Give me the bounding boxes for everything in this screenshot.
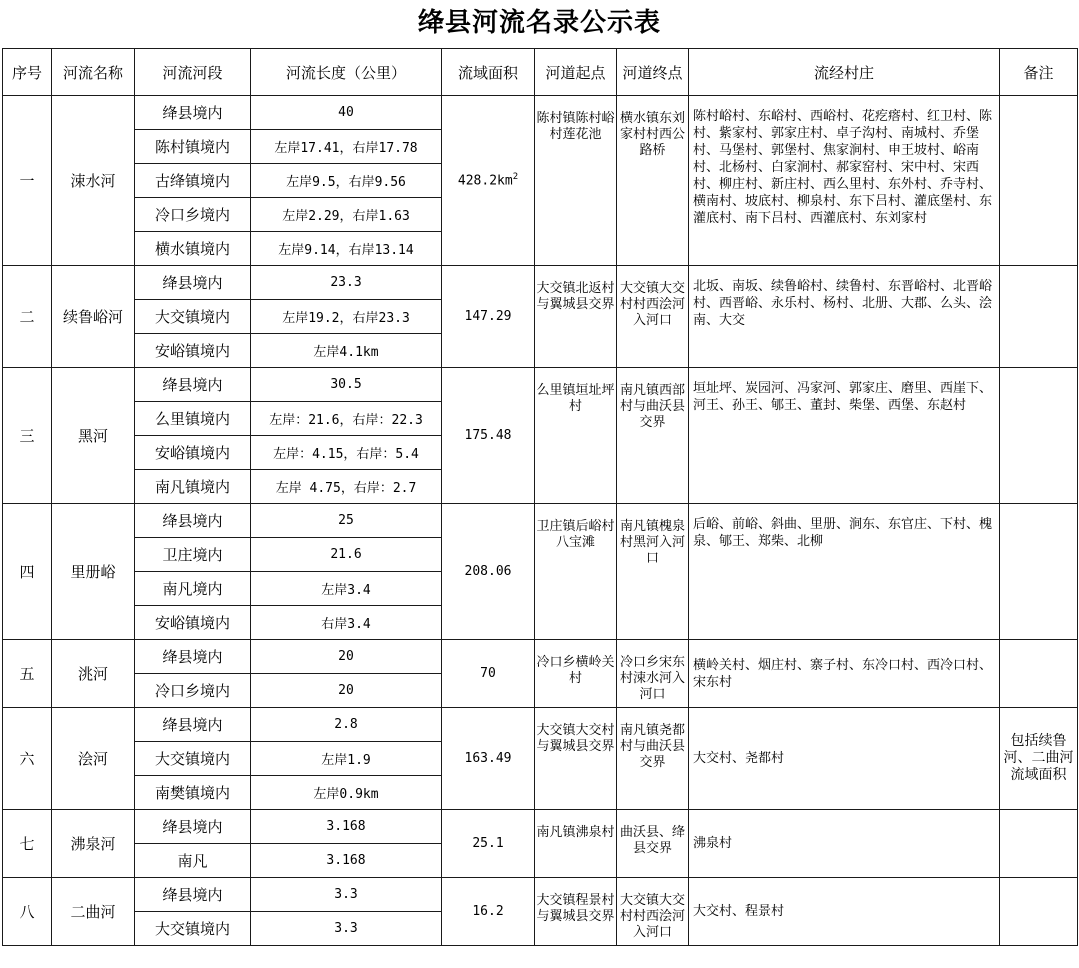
segment-name: 南凡镇境内 bbox=[135, 470, 251, 504]
header-cell-end: 河道终点 bbox=[617, 49, 689, 96]
channel-end: 横水镇东刘家村村西公路桥 bbox=[617, 96, 689, 266]
basin-area-value: 163.49 bbox=[464, 751, 512, 766]
segment-length: 3.168 bbox=[251, 844, 442, 878]
segment-length: 40 bbox=[251, 96, 442, 130]
segment-length: 3.168 bbox=[251, 810, 442, 844]
basin-area-value: 70 bbox=[480, 666, 496, 681]
villages: 陈村峪村、东峪村、西峪村、花疙瘩村、红卫村、陈村、紫家村、郭家庄村、卓子沟村、南城村、乔堡村、马堡村、郭堡村、焦家涧村、申王坡村、峪南村、北杨村、白家涧村、郝家窑村、宋中村、宋西村、柳庄村、新庄村、西么里村、东外村、乔寺村、横南村、坡底村、柳泉村、东下吕村、灌底堡村、东灌底村、南下吕村、西灌底村、东刘家村 bbox=[689, 96, 1000, 266]
basin-area bbox=[442, 96, 535, 266]
note bbox=[1000, 368, 1078, 504]
table-row bbox=[3, 878, 1078, 912]
header-cell-river-name: 河流名称 bbox=[52, 49, 135, 96]
note: 包括续鲁河、二曲河流域面积 bbox=[1000, 708, 1078, 810]
segment-name: 绛县境内 bbox=[135, 504, 251, 538]
basin-area-value: 147.29 bbox=[464, 309, 512, 324]
segment-length: 2.8 bbox=[251, 708, 442, 742]
segment-name: 陈村镇境内 bbox=[135, 130, 251, 164]
header-cell-length: 河流长度（公里） bbox=[251, 49, 442, 96]
note bbox=[1000, 504, 1078, 640]
segment-name: 绛县境内 bbox=[135, 640, 251, 674]
segment-length: 3.3 bbox=[251, 912, 442, 946]
page-title: 绛县河流名录公示表 bbox=[417, 8, 661, 38]
segment-name: 南凡 bbox=[135, 844, 251, 878]
segment-length: 30.5 bbox=[251, 368, 442, 402]
basin-area-unit-exponent: 2 bbox=[512, 172, 519, 183]
river-number: 三 bbox=[3, 368, 52, 504]
river-number: 六 bbox=[3, 708, 52, 810]
segment-name: 么里镇境内 bbox=[135, 402, 251, 436]
segment-length: 左岸2.29，右岸1.63 bbox=[251, 198, 442, 232]
segment-name: 冷口乡境内 bbox=[135, 674, 251, 708]
header-cell-start: 河道起点 bbox=[535, 49, 617, 96]
segment-length: 左岸：4.15，右岸：5.4 bbox=[251, 436, 442, 470]
river-number: 五 bbox=[3, 640, 52, 708]
villages: 大交村、程景村 bbox=[689, 878, 1000, 946]
header-cell-note: 备注 bbox=[1000, 49, 1078, 96]
segment-name: 古绛镇境内 bbox=[135, 164, 251, 198]
basin-area-value: 428.2km bbox=[457, 173, 513, 189]
table-row bbox=[3, 96, 1078, 130]
segment-name: 绛县境内 bbox=[135, 708, 251, 742]
basin-area-value: 16.2 bbox=[472, 904, 504, 919]
segment-length: 23.3 bbox=[251, 266, 442, 300]
segment-name: 绛县境内 bbox=[135, 368, 251, 402]
basin-area-value: 208.06 bbox=[464, 564, 512, 579]
segment-length: 左岸9.14，右岸13.14 bbox=[251, 232, 442, 266]
river-name: 浍河 bbox=[52, 708, 135, 810]
table-row bbox=[3, 368, 1078, 402]
segment-length: 左岸 4.75，右岸：2.7 bbox=[251, 470, 442, 504]
river-number: 四 bbox=[3, 504, 52, 640]
table-row bbox=[3, 640, 1078, 674]
river-number: 一 bbox=[3, 96, 52, 266]
segment-name: 绛县境内 bbox=[135, 878, 251, 912]
basin-area bbox=[442, 368, 535, 504]
segment-name: 冷口乡境内 bbox=[135, 198, 251, 232]
header-cell-villages: 流经村庄 bbox=[689, 49, 1000, 96]
river-name: 里册峪 bbox=[52, 504, 135, 640]
header-cell-segment: 河流河段 bbox=[135, 49, 251, 96]
segment-length: 左岸0.9km bbox=[251, 776, 442, 810]
segment-length: 左岸19.2，右岸23.3 bbox=[251, 300, 442, 334]
channel-end: 南凡镇尧都村与曲沃县交界 bbox=[617, 708, 689, 810]
segment-length: 左岸17.41，右岸17.78 bbox=[251, 130, 442, 164]
segment-name: 南凡境内 bbox=[135, 572, 251, 606]
segment-name: 大交镇境内 bbox=[135, 912, 251, 946]
segment-length: 3.3 bbox=[251, 878, 442, 912]
river-name: 二曲河 bbox=[52, 878, 135, 946]
table-row bbox=[3, 708, 1078, 742]
segment-length: 左岸1.9 bbox=[251, 742, 442, 776]
river-name: 涑水河 bbox=[52, 96, 135, 266]
channel-end: 冷口乡宋东村涑水河入河口 bbox=[617, 640, 689, 708]
villages: 横岭关村、烟庄村、寨子村、东冷口村、西冷口村、宋东村 bbox=[689, 640, 1000, 708]
note bbox=[1000, 640, 1078, 708]
basin-area bbox=[442, 708, 535, 810]
note bbox=[1000, 266, 1078, 368]
basin-area-value: 175.48 bbox=[464, 428, 512, 443]
segment-name: 安峪镇境内 bbox=[135, 334, 251, 368]
table-row bbox=[3, 810, 1078, 844]
channel-end: 南凡镇槐泉村黑河入河口 bbox=[617, 504, 689, 640]
villages: 垣址坪、炭园河、冯家河、郭家庄、磨里、西崖下、河王、孙王、郇王、董封、柴堡、西堡、东赵村 bbox=[689, 368, 1000, 504]
segment-name: 绛县境内 bbox=[135, 810, 251, 844]
header-row bbox=[3, 49, 1078, 96]
channel-start: 大交镇程景村与翼城县交界 bbox=[535, 878, 617, 946]
segment-length: 右岸3.4 bbox=[251, 606, 442, 640]
villages: 沸泉村 bbox=[689, 810, 1000, 878]
channel-start: 卫庄镇后峪村八宝滩 bbox=[535, 504, 617, 640]
river-number: 八 bbox=[3, 878, 52, 946]
basin-area bbox=[442, 504, 535, 640]
channel-end: 曲沃县、绛县交界 bbox=[617, 810, 689, 878]
segment-length: 25 bbox=[251, 504, 442, 538]
header-cell-area: 流域面积 bbox=[442, 49, 535, 96]
basin-area-value: 25.1 bbox=[472, 836, 504, 851]
channel-end: 大交镇大交村村西浍河入河口 bbox=[617, 878, 689, 946]
river-name: 沸泉河 bbox=[52, 810, 135, 878]
table-body bbox=[3, 96, 1078, 946]
villages: 北坂、南坂、续鲁峪村、续鲁村、东晋峪村、北晋峪村、西晋峪、永乐村、杨村、北册、大郡、么头、浍南、大交 bbox=[689, 266, 1000, 368]
channel-end: 南凡镇西部村与曲沃县交界 bbox=[617, 368, 689, 504]
channel-start: 冷口乡横岭关村 bbox=[535, 640, 617, 708]
channel-start: 么里镇垣址坪村 bbox=[535, 368, 617, 504]
channel-start: 大交镇大交村与翼城县交界 bbox=[535, 708, 617, 810]
basin-area bbox=[442, 878, 535, 946]
table-row bbox=[3, 504, 1078, 538]
basin-area bbox=[442, 810, 535, 878]
segment-name: 大交镇境内 bbox=[135, 742, 251, 776]
segment-name: 南樊镇境内 bbox=[135, 776, 251, 810]
segment-name: 大交镇境内 bbox=[135, 300, 251, 334]
segment-name: 横水镇境内 bbox=[135, 232, 251, 266]
segment-name: 绛县境内 bbox=[135, 96, 251, 130]
segment-name: 绛县境内 bbox=[135, 266, 251, 300]
basin-area bbox=[442, 640, 535, 708]
channel-end: 大交镇大交村村西浍河入河口 bbox=[617, 266, 689, 368]
segment-name: 安峪镇境内 bbox=[135, 436, 251, 470]
note bbox=[1000, 878, 1078, 946]
segment-length: 21.6 bbox=[251, 538, 442, 572]
channel-start: 陈村镇陈村峪村莲花池 bbox=[535, 96, 617, 266]
river-name: 洮河 bbox=[52, 640, 135, 708]
segment-length: 左岸4.1km bbox=[251, 334, 442, 368]
header-cell-no: 序号 bbox=[3, 49, 52, 96]
segment-name: 安峪镇境内 bbox=[135, 606, 251, 640]
river-number: 二 bbox=[3, 266, 52, 368]
river-name: 黑河 bbox=[52, 368, 135, 504]
villages: 后峪、前峪、斜曲、里册、涧东、东官庄、下村、槐泉、郇王、郑柴、北柳 bbox=[689, 504, 1000, 640]
villages: 大交村、尧都村 bbox=[689, 708, 1000, 810]
segment-length: 左岸：21.6，右岸：22.3 bbox=[251, 402, 442, 436]
segment-length: 20 bbox=[251, 674, 442, 708]
segment-length: 左岸9.5，右岸9.56 bbox=[251, 164, 442, 198]
river-name: 续鲁峪河 bbox=[52, 266, 135, 368]
channel-start: 大交镇北返村与翼城县交界 bbox=[535, 266, 617, 368]
note bbox=[1000, 96, 1078, 266]
segment-length: 左岸3.4 bbox=[251, 572, 442, 606]
river-number: 七 bbox=[3, 810, 52, 878]
table-row bbox=[3, 266, 1078, 300]
river-table bbox=[2, 48, 1078, 946]
note bbox=[1000, 810, 1078, 878]
segment-name: 卫庄境内 bbox=[135, 538, 251, 572]
segment-length: 20 bbox=[251, 640, 442, 674]
basin-area bbox=[442, 266, 535, 368]
channel-start: 南凡镇沸泉村 bbox=[535, 810, 617, 878]
